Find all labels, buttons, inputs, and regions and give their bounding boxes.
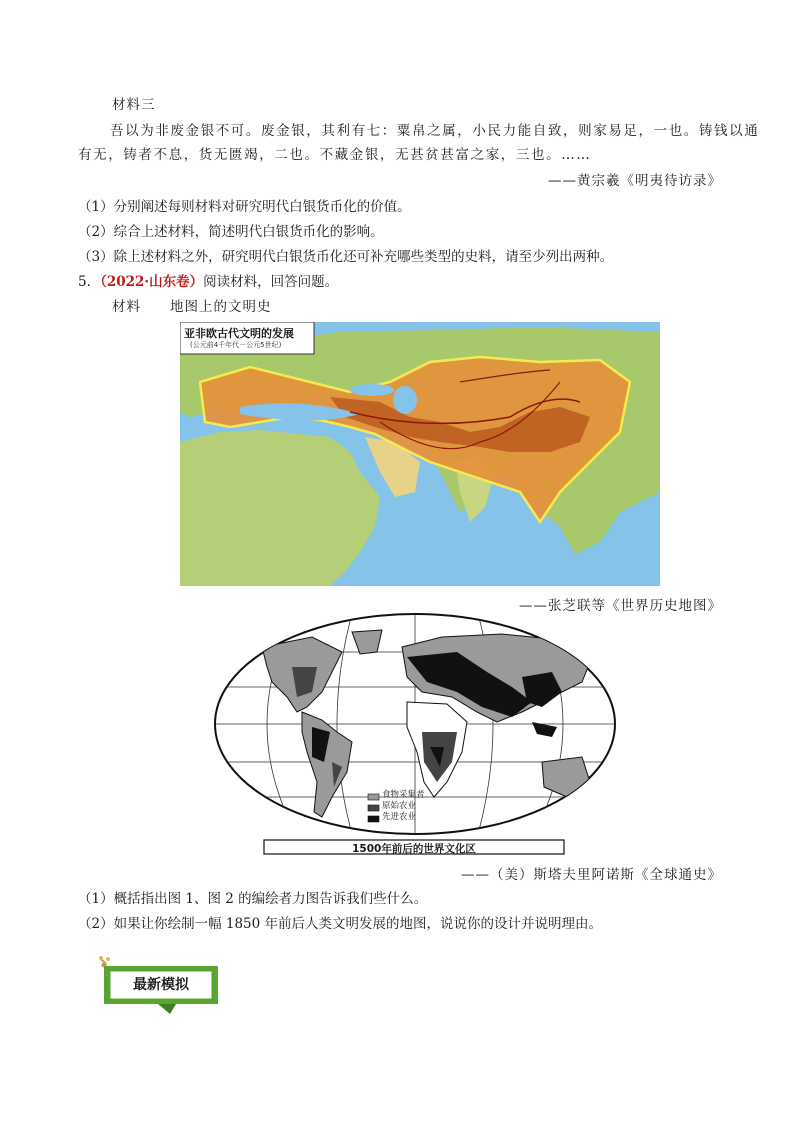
map2-legend bbox=[382, 790, 425, 823]
question-5-header bbox=[78, 273, 338, 291]
legend-food-gatherers: 食物采集者 bbox=[382, 790, 425, 800]
map2-source: ——（美）斯塔夫里阿诺斯《全球通史》 bbox=[461, 867, 722, 883]
question-5-1: （1）概括指出图 1、图 2 的编绘者力图告诉我们些什么。 bbox=[78, 891, 428, 907]
question-4-3: （3）除上述材料之外，研究明代白银货币化还可补充哪些类型的史料，请至少列出两种。 bbox=[78, 249, 614, 265]
question-5-prompt: 阅读材料，回答问题。 bbox=[203, 274, 339, 290]
map-world-cultural-regions bbox=[212, 612, 618, 860]
legend-advanced-agriculture: 先进农业 bbox=[382, 812, 417, 822]
material3-heading: 材料三 bbox=[112, 97, 156, 113]
question-5-2: （2）如果让你绘制一幅 1850 年前后人类文明发展的地图，说说你的设计并说明理由。 bbox=[78, 916, 603, 932]
material-label: 材料 地图上的文明史 bbox=[112, 299, 272, 315]
section-badge bbox=[98, 956, 224, 1020]
map1-title: 亚非欧古代文明的发展 bbox=[184, 327, 294, 340]
material3-source: ——黄宗羲《明夷待访录》 bbox=[548, 173, 722, 189]
map-ancient-civilizations-graphic bbox=[180, 322, 660, 586]
map1-subtitle: (公元前4千年代－公元5世纪) bbox=[190, 341, 282, 349]
map2-caption: 1500年前后的世界文化区 bbox=[352, 843, 476, 855]
badge-label: 最新模拟 bbox=[133, 977, 189, 993]
question-5-source-tag: （2022·山东卷） bbox=[100, 274, 204, 290]
legend-primitive-agriculture: 原始农业 bbox=[382, 801, 417, 811]
material3-line2: 有无，铸者不息，货无匮竭，二也。不藏金银，无甚贫甚富之家，三也。…… bbox=[78, 147, 592, 163]
map-ancient-civilizations bbox=[180, 322, 660, 586]
map1-source: ——张芝联等《世界历史地图》 bbox=[519, 598, 722, 614]
question-4-2: （2）综合上述材料，简述明代白银货币化的影响。 bbox=[78, 224, 384, 240]
material3-line1: 吾以为非废金银不可。废金银，其利有七：粟帛之属，小民力能自致，则家易足，一也。铸钱以通 bbox=[110, 123, 760, 139]
question-5-number: 5． bbox=[78, 274, 101, 290]
question-4-1: （1）分别阐述每则材料对研究明代白银货币化的价值。 bbox=[78, 199, 411, 215]
